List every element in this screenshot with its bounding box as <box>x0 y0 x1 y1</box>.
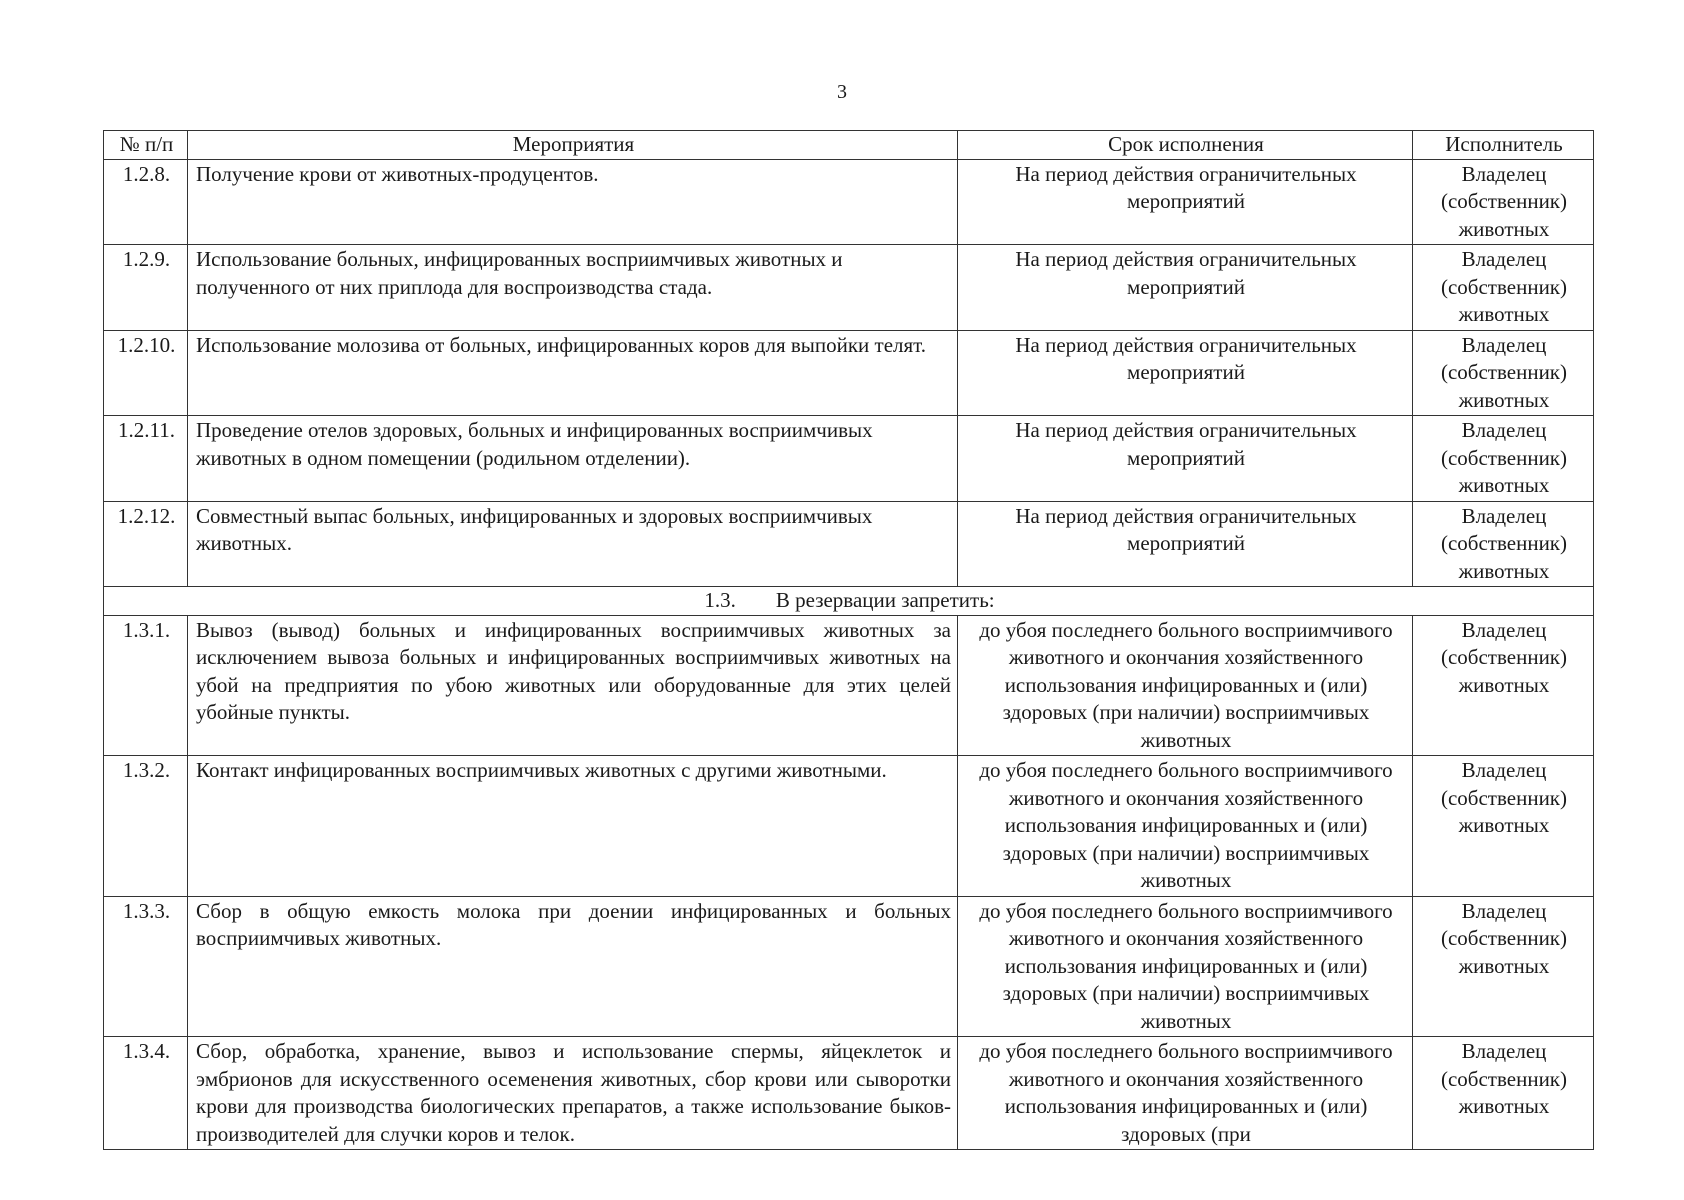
row-deadline: до убоя последнего больного восприимчивого животного и окончания хозяйственного использования инфицированных и (или) здоровых (при наличии) восприимчивых животных <box>958 615 1413 756</box>
row-num: 1.3.4. <box>104 1037 188 1150</box>
row-num: 1.2.9. <box>104 245 188 331</box>
table-row <box>104 416 1594 502</box>
section-heading-row <box>104 587 1594 616</box>
row-num: 1.3.3. <box>104 896 188 1037</box>
row-num: 1.3.2. <box>104 756 188 897</box>
row-deadline: На период действия ограничительных мероприятий <box>958 501 1413 587</box>
row-num: 1.2.10. <box>104 330 188 416</box>
row-measure: Сбор в общую емкость молока при доении инфицированных и больных восприимчивых животных. <box>188 896 958 1037</box>
table-row <box>104 896 1594 1037</box>
row-executor: Владелец (собственник) животных <box>1413 1037 1594 1150</box>
row-num: 1.2.8. <box>104 159 188 245</box>
row-measure: Контакт инфицированных восприимчивых животных с другими животными. <box>188 756 958 897</box>
header-deadline: Срок исполнения <box>958 131 1413 160</box>
row-measure: Проведение отелов здоровых, больных и инфицированных восприимчивых животных в одном помещении (родильном отделении). <box>188 416 958 502</box>
row-measure: Использование молозива от больных, инфицированных коров для выпойки телят. <box>188 330 958 416</box>
header-num: № п/п <box>104 131 188 160</box>
section-number: 1.3. <box>704 588 736 612</box>
row-measure: Использование больных, инфицированных восприимчивых животных и полученного от них приплода для воспроизводства стада. <box>188 245 958 331</box>
row-executor: Владелец (собственник) животных <box>1413 896 1594 1037</box>
row-executor: Владелец (собственник) животных <box>1413 330 1594 416</box>
row-deadline: На период действия ограничительных мероприятий <box>958 245 1413 331</box>
row-deadline: до убоя последнего больного восприимчивого животного и окончания хозяйственного использования инфицированных и (или) здоровых (при наличии) восприимчивых животных <box>958 756 1413 897</box>
row-executor: Владелец (собственник) животных <box>1413 159 1594 245</box>
table-row <box>104 615 1594 756</box>
row-executor: Владелец (собственник) животных <box>1413 501 1594 587</box>
row-deadline: На период действия ограничительных мероприятий <box>958 159 1413 245</box>
table-header-row <box>104 131 1594 160</box>
row-executor: Владелец (собственник) животных <box>1413 756 1594 897</box>
row-executor: Владелец (собственник) животных <box>1413 416 1594 502</box>
row-executor: Владелец (собственник) животных <box>1413 245 1594 331</box>
table-row <box>104 501 1594 587</box>
row-executor: Владелец (собственник) животных <box>1413 615 1594 756</box>
measures-table <box>103 130 1594 1150</box>
table-row <box>104 1037 1594 1150</box>
row-measure: Вывоз (вывод) больных и инфицированных восприимчивых животных за исключением вывоза больных и инфицированных восприимчивых животных на убой на предприятия по убою животных или оборудованные для этих целей убойные пункты. <box>188 615 958 756</box>
page-number: 3 <box>837 81 847 103</box>
section-title: В резервации запретить: <box>775 588 995 612</box>
table-row <box>104 756 1594 897</box>
row-measure: Совместный выпас больных, инфицированных и здоровых восприимчивых животных. <box>188 501 958 587</box>
table-row <box>104 245 1594 331</box>
section-heading <box>104 587 1594 616</box>
header-executor: Исполнитель <box>1413 131 1594 160</box>
row-measure: Получение крови от животных-продуцентов. <box>188 159 958 245</box>
row-deadline: На период действия ограничительных мероприятий <box>958 416 1413 502</box>
row-num: 1.2.11. <box>104 416 188 502</box>
row-deadline: На период действия ограничительных мероприятий <box>958 330 1413 416</box>
row-deadline: до убоя последнего больного восприимчивого животного и окончания хозяйственного использования инфицированных и (или) здоровых (при наличии) восприимчивых животных <box>958 896 1413 1037</box>
table-row <box>104 159 1594 245</box>
table-row <box>104 330 1594 416</box>
row-deadline: до убоя последнего больного восприимчивого животного и окончания хозяйственного использования инфицированных и (или) здоровых (при <box>958 1037 1413 1150</box>
row-num: 1.2.12. <box>104 501 188 587</box>
header-measure: Мероприятия <box>188 131 958 160</box>
row-measure: Сбор, обработка, хранение, вывоз и использование спермы, яйцеклеток и эмбрионов для искусственного осеменения животных, сбор крови или сыворотки крови для производства биологических препаратов, а также использование быков-производителей для случки коров и телок. <box>188 1037 958 1150</box>
row-num: 1.3.1. <box>104 615 188 756</box>
